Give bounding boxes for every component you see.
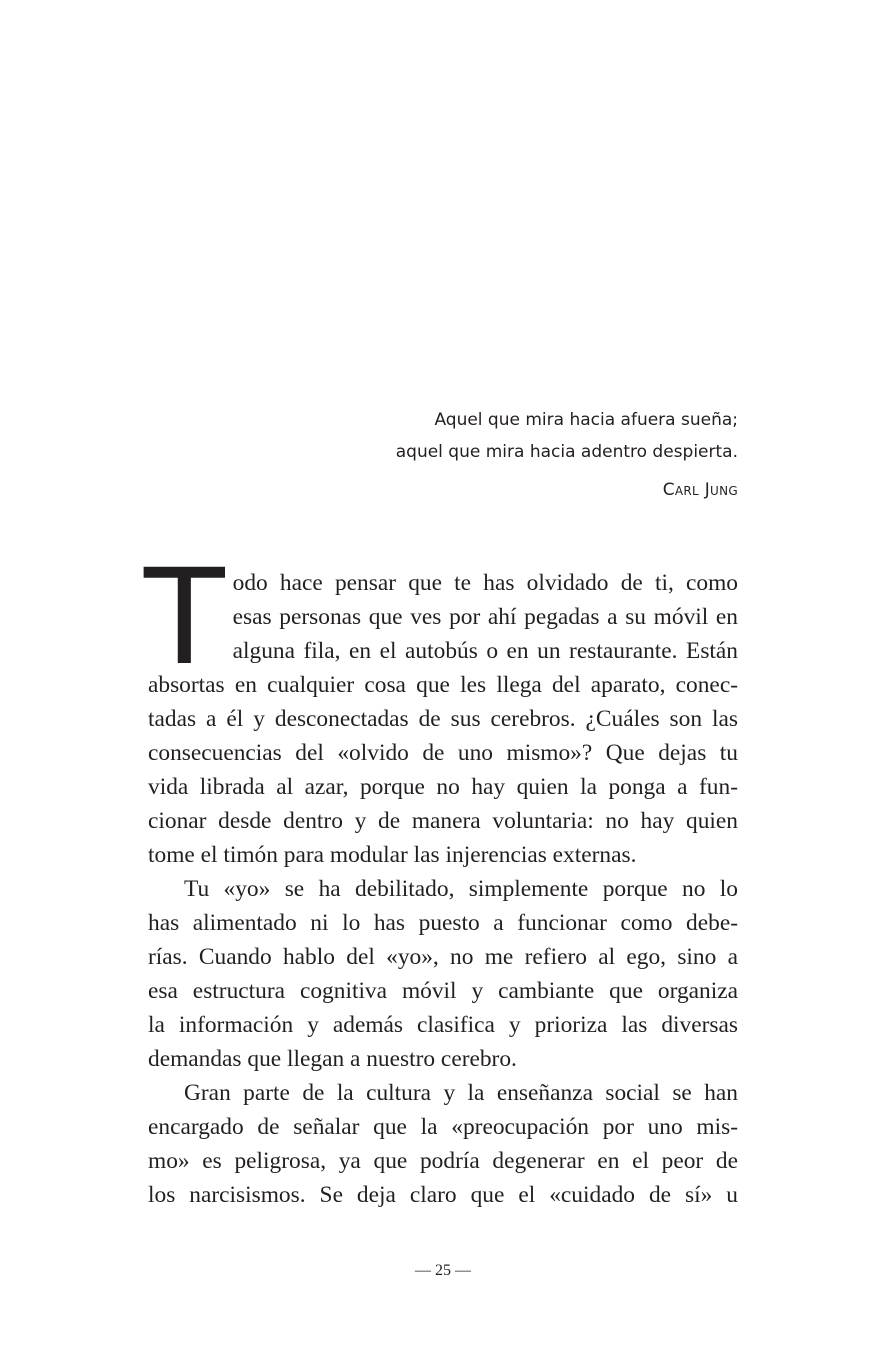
page-number: — 25 — [415, 1262, 471, 1279]
text-line: has alimentado ni lo has puesto a funcionar como debe- [148, 910, 738, 936]
text-line: la información y además clasifica y prioriza las diversas [148, 1012, 738, 1038]
body-text [144, 541, 738, 1212]
text-line: los narcisismos. Se deja claro que el «cuidado de sí» u [148, 1182, 738, 1208]
text-line: Tu «yo» se ha debilitado, simplemente porque no lo [184, 876, 738, 902]
text-line: consecuencias del «olvido de uno mismo»? Que dejas tu [148, 740, 738, 766]
text-line: esa estructura cognitiva móvil y cambiante que organiza [148, 978, 738, 1004]
epigraph-line: aquel que mira hacia adentro despierta. [395, 442, 738, 462]
text-line: esas personas que ves por ahí pegadas a su móvil en [232, 604, 738, 630]
text-line: tadas a él y desconectadas de sus cerebros. ¿Cuáles son las [148, 706, 738, 732]
epigraph [238, 404, 738, 506]
paragraph [148, 1076, 738, 1212]
epigraph-attribution: Carl Jung [662, 480, 738, 500]
paragraph [144, 541, 738, 872]
text-line: Gran parte de la cultura y la enseñanza social se han [184, 1080, 738, 1106]
text-line: encargado de señalar que la «preocupación por uno mis- [148, 1114, 738, 1140]
drop-cap: T [144, 541, 225, 695]
text-line: tome el timón para modular las injerencias externas. [148, 842, 637, 868]
text-line: absortas en cualquier cosa que les llega del aparato, conec- [148, 672, 738, 698]
text-line: mo» es peligrosa, ya que podría degenerar en el peor de [148, 1148, 738, 1174]
text-line: demandas que llegan a nuestro cerebro. [148, 1046, 517, 1072]
epigraph-line: Aquel que mira hacia afuera sueña; [434, 410, 738, 430]
text-line: vida librada al azar, porque no hay quien la ponga a fun- [148, 774, 738, 800]
paragraph [148, 872, 738, 1076]
text-line: odo hace pensar que te has olvidado de ti, como [232, 570, 738, 596]
text-line: rías. Cuando hablo del «yo», no me refiero al ego, sino a [148, 944, 738, 970]
text-line: alguna fila, en el autobús o en un restaurante. Están [232, 638, 738, 664]
text-line: cionar desde dentro y de manera voluntaria: no hay quien [148, 808, 738, 834]
